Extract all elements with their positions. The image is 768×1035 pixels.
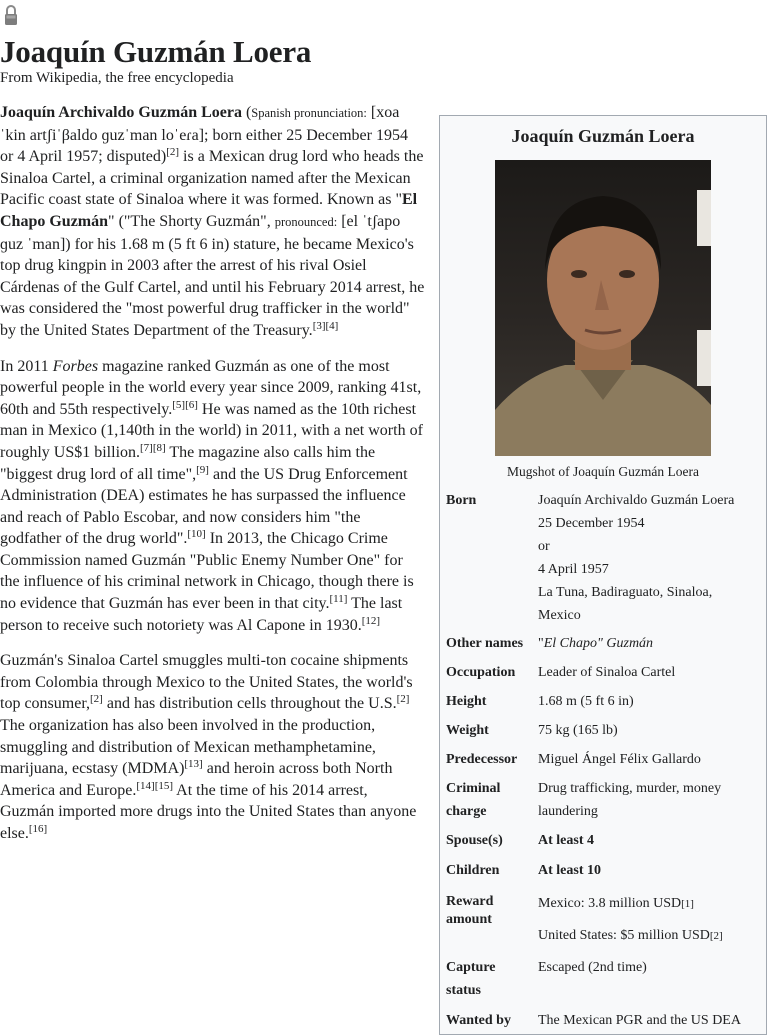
citation[interactable]: [2]	[166, 146, 180, 159]
page-subtitle: From Wikipedia, the free encyclopedia	[0, 70, 234, 86]
row-height: Height 1.68 m (5 ft 6 in)	[446, 694, 634, 709]
portrait-figure	[495, 160, 711, 456]
row-capture-status: Capture status Escaped (2nd time)	[446, 960, 647, 998]
value-born: Joaquín Archivaldo Guzmán Loera 25 December 1954 or 4 April 1957 La Tuna, Badiraguato, Sinaloa, Mexico	[538, 489, 760, 627]
citation[interactable]: [9]	[196, 463, 209, 476]
infobox-title: Joaquín Guzmán Loera	[511, 126, 695, 146]
citation[interactable]: [12]	[361, 614, 381, 627]
row-other-names: Other names "El Chapo" Guzmán	[446, 636, 654, 651]
ipa-text[interactable]: [xoaˈkin artʃiˈβaldo ɡuzˈman loˈeɾa]	[0, 104, 400, 144]
citation[interactable]: [11]	[329, 593, 348, 606]
mugshot-photo[interactable]	[495, 160, 711, 456]
citation[interactable]: [7][8]	[140, 441, 166, 454]
row-reward: Reward amount Mexico: 3.8 million USD[1] United States: $5 million USD[2]	[446, 894, 723, 943]
infobox-rows	[440, 489, 766, 1032]
citation[interactable]: [13]	[184, 758, 203, 771]
citation[interactable]: [2]	[90, 693, 103, 706]
citation[interactable]: [10]	[187, 528, 206, 541]
article-body	[0, 102, 425, 859]
citation[interactable]: [2]	[396, 693, 410, 706]
photo-caption: Mugshot of Joaquín Guzmán Loera	[507, 464, 699, 479]
citation[interactable]: [2]	[709, 930, 723, 942]
bold-nickname: El Chapo Guzmán	[0, 191, 418, 230]
lead-paragraph: Joaquín Archivaldo Guzmán Loera (Spanish pronunciation: [xoaˈkin artʃiˈβaldo ɡuzˈman loˈeɾa]; born either 25 December 1954 or 4 April 1957; disputed)[2] is a Mexican drug lord who heads the Sinaloa Cartel, a criminal organization named after the Mexican Pacific coast state of Sinaloa where it was formed. Known as "El Chapo Guzmán" ("The Shorty Guzmán", pronounced: [el ˈtʃapo ɡuz ˈman]) for his 1.68 m (5 ft 6 in) stature, he became Mexico's top drug kingpin in 2003 after the arrest of his rival Osiel Cárdenas of the Gulf Cartel, and until his February 2014 arrest, he was considered the "most powerful drug trafficker in the world" by the United States Department of the Treasury.[3][4]	[0, 104, 425, 339]
forbes-link[interactable]: Forbes	[52, 357, 99, 375]
label-born: Born	[446, 493, 477, 508]
occupation-link[interactable]: Leader of Sinaloa Cartel	[538, 665, 676, 680]
citation[interactable]: [14][15]	[136, 779, 174, 792]
row-criminal-charge: Criminal charge Drug trafficking, murder, money laundering	[446, 781, 722, 819]
bold-name: Joaquín Archivaldo Guzmán Loera	[0, 104, 242, 121]
pronunciation-label[interactable]: Spanish pronunciation:	[251, 106, 367, 120]
cartel-paragraph: Guzmán's Sinaloa Cartel smuggles multi-ton cocaine shipments from Colombia through Mexico to the United States, the world's top consumer,[2] and has distribution cells throughout the U.S.[2] The organization has also been involved in the production, smuggling and distribution of Mexican methamphetamine, marijuana, ecstasy (MDMA)[13] and heroin across both North America and Europe.[14][15] At the time of his 2014 arrest, Guzmán imported more drugs into the United States than anyone else.[16]	[0, 652, 417, 842]
citation[interactable]: [3][4]	[312, 319, 339, 332]
row-weight: Weight 75 kg (165 lb)	[446, 723, 618, 738]
lock-icon	[4, 4, 18, 26]
row-children: Children At least 10	[446, 863, 601, 878]
citation[interactable]: [1]	[681, 898, 694, 910]
page-title: Joaquín Guzmán Loera	[0, 34, 312, 69]
row-predecessor: Predecessor Miguel Ángel Félix Gallardo	[440, 748, 766, 771]
row-born	[440, 489, 766, 627]
infobox	[439, 115, 767, 1035]
birthplace-link[interactable]: La Tuna, Badiraguato, Sinaloa,	[538, 585, 713, 600]
row-wanted-by: Wanted by The Mexican PGR and the US DEA	[446, 1013, 741, 1028]
predecessor-link[interactable]: Miguel Ángel Félix Gallardo	[538, 752, 701, 767]
forbes-paragraph: In 2011 Forbes magazine ranked Guzmán as one of the most powerful people in the world every year since 2009, ranking 41st, 60th and 55th respectively.[5][6] He was named as the 10th richest man in Mexico (1,140th in the world) in 2011, with a net worth of roughly US$1 billion.[7][8] The magazine also calls him the "biggest drug lord of all time",[9] and the US Drug Enforcement Administration (DEA) estimates he has surpassed the influence and reach of Pablo Escobar, and now considers him "the godfather of the drug world".[10] In 2013, the Chicago Crime Commission named Guzmán "Public Enemy Number One" for the influence of his criminal network in Chicago, though there is no evidence that Guzmán has ever been in that city.[11] The last person to receive such notoriety was Al Capone in 1930.[12]	[0, 357, 423, 634]
pronounced-label[interactable]: pronounced:	[274, 214, 338, 229]
citation[interactable]: [16]	[28, 823, 48, 835]
ipa-text-2[interactable]: [el ˈtʃapo ɡuz ˈman])	[0, 212, 401, 253]
citation[interactable]: [5][6]	[172, 398, 198, 411]
row-spouses: Spouse(s) At least 4	[446, 833, 594, 848]
row-occupation: Occupation Leader of Sinaloa Cartel	[440, 661, 766, 684]
